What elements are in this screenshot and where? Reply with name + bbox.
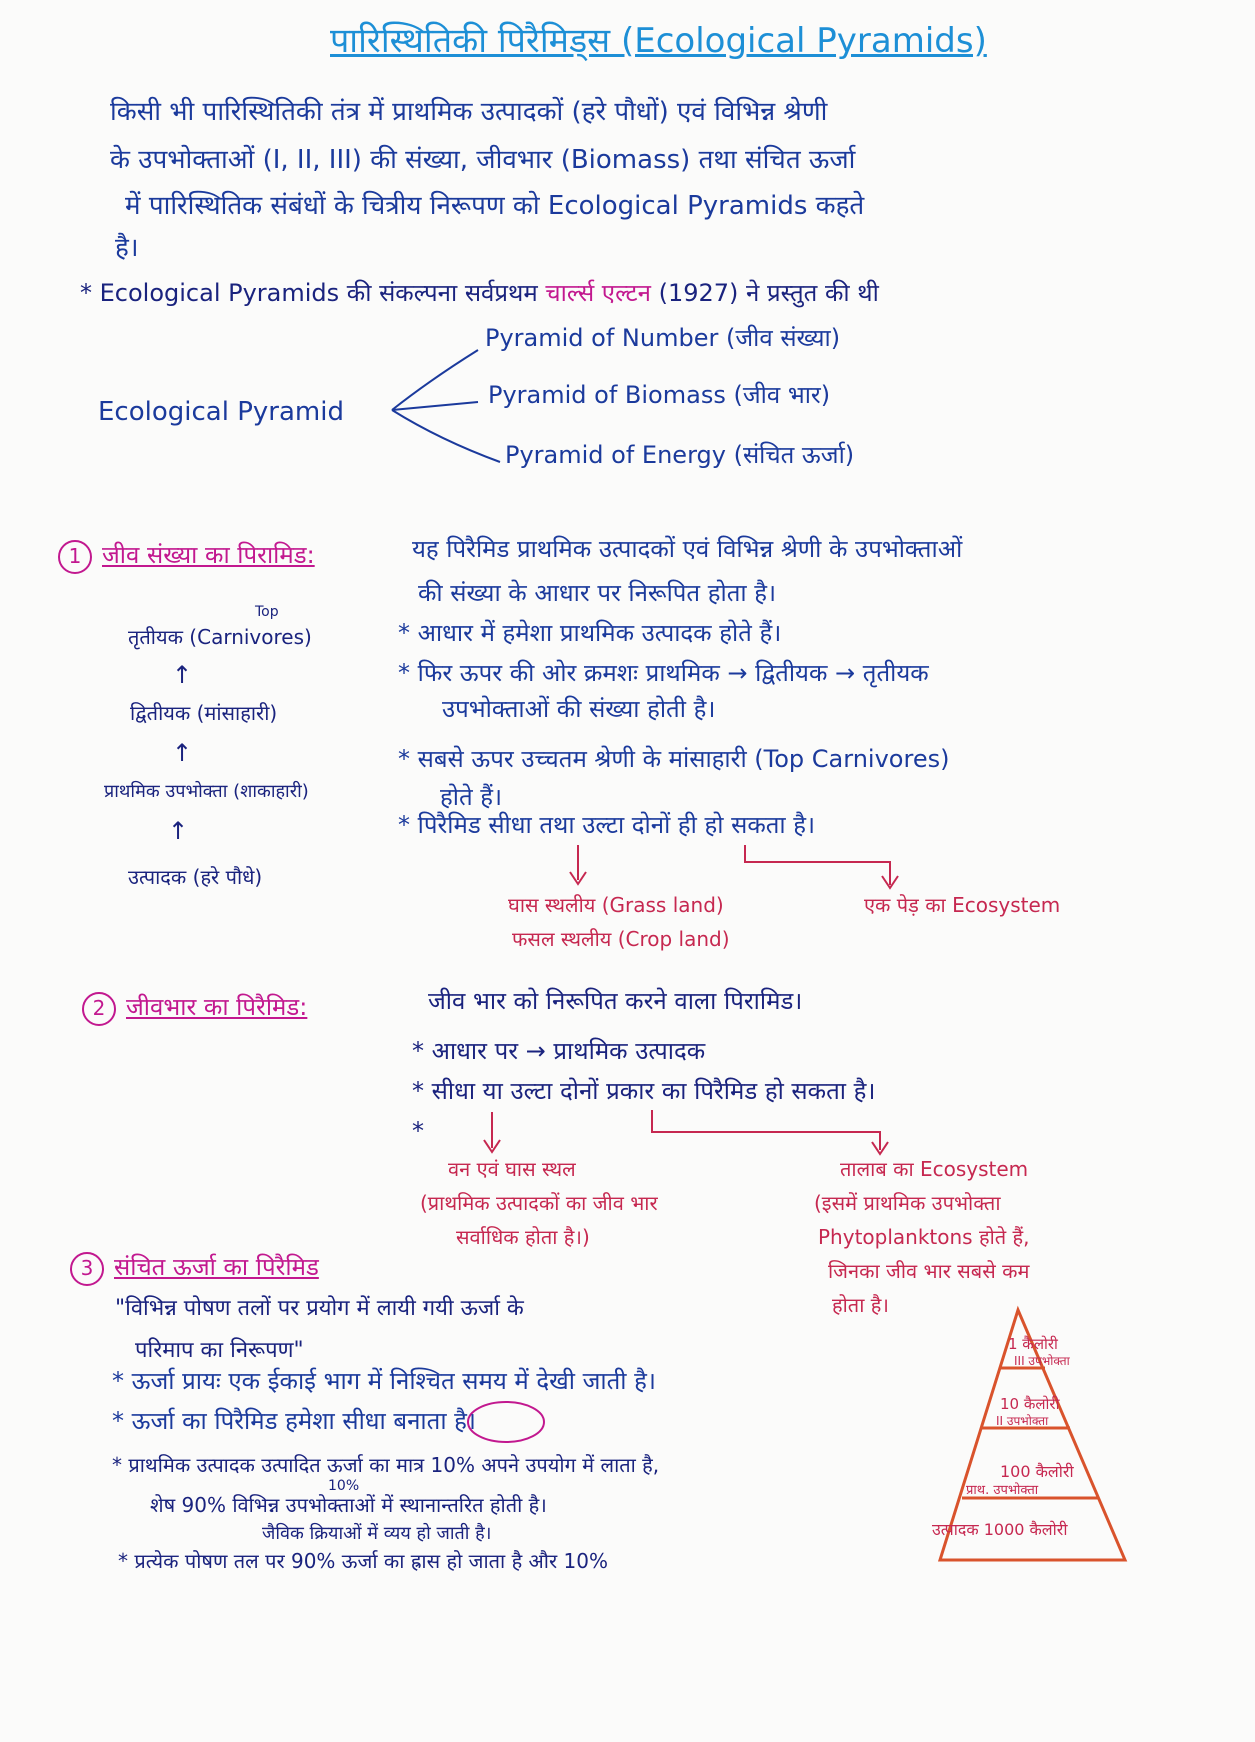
chain-arrow-2: ↑ xyxy=(172,739,193,767)
section3-point-2: * ऊर्जा का पिरैमिड हमेशा सीधा बनाता है। xyxy=(112,1407,477,1435)
tree-root: Ecological Pyramid xyxy=(98,397,344,427)
inverted-biomass-1: तालाब का Ecosystem xyxy=(840,1157,1029,1181)
note-10-percent: 10% xyxy=(328,1478,360,1494)
section2-heading xyxy=(82,992,307,1026)
section2-definition: जीव भार को निरूपित करने वाला पिरामिड। xyxy=(428,987,803,1015)
chain-tertiary: तृतीयक (Carnivores) xyxy=(128,625,312,649)
chain-arrow-1: ↑ xyxy=(172,661,193,689)
arrow-pond xyxy=(652,1110,880,1150)
top-note: Top xyxy=(255,604,279,620)
section3-point-4: * प्रत्येक पोषण तल पर 90% ऊर्जा का ह्रास हो जाता है और 10% xyxy=(118,1549,608,1573)
inverted-biomass-3: Phytoplanktons होते हैं, xyxy=(818,1225,1030,1249)
intro-line-2: के उपभोक्ताओं (I, II, III) की संख्या, जीवभार (Biomass) तथा संचित ऊर्जा xyxy=(110,145,856,175)
tree-branch-energy: Pyramid of Energy (संचित ऊर्जा) xyxy=(505,441,855,469)
inverted-example: एक पेड़ का Ecosystem xyxy=(864,893,1061,917)
section2-point-3: * xyxy=(412,1117,424,1145)
section3-quote-1: "विभिन्न पोषण तलों पर प्रयोग में लायी गयी ऊर्जा के xyxy=(115,1296,524,1321)
section3-point-3: * प्राथमिक उत्पादक उत्पादित ऊर्जा का मात्र 10% अपने उपयोग में लाता है, xyxy=(112,1453,660,1477)
section1-example-arrows xyxy=(570,845,898,888)
section3-point-1: * ऊर्जा प्रायः एक ईकाई भाग में निश्चित समय में देखी जाती है। xyxy=(112,1367,656,1395)
arrow-inverted xyxy=(745,845,890,885)
pyramid-level-4: उत्पादक 1000 कैलोरी xyxy=(932,1520,1068,1539)
tree-branch-biomass: Pyramid of Biomass (जीव भार) xyxy=(488,381,831,409)
section1-point-3b: होते हैं। xyxy=(440,783,503,811)
section3-quote-2: परिमाप का निरूपण" xyxy=(135,1338,304,1363)
inverted-biomass-4: जिनका जीव भार सबसे कम xyxy=(828,1259,1030,1283)
section2-example-arrows xyxy=(484,1110,888,1154)
section3-heading xyxy=(70,1252,319,1286)
chain-secondary: द्वितीयक (मांसाहारी) xyxy=(130,701,278,725)
upright-example-2: फसल स्थलीय (Crop land) xyxy=(512,927,730,951)
section1-title: जीव संख्या का पिरामिड: xyxy=(102,541,315,569)
section2-number: 2 xyxy=(82,992,116,1026)
pyramid-level-1 xyxy=(1008,1334,1058,1354)
section1-point-2: * फिर ऊपर की ओर क्रमशः प्राथमिक → द्वितीयक → तृतीयक xyxy=(398,659,929,687)
section1-def-1: यह पिरैमिड प्राथमिक उत्पादकों एवं विभिन्न श्रेणी के उपभोक्ताओं xyxy=(412,535,963,563)
inverted-biomass-5: होता है। xyxy=(832,1293,889,1317)
pyramid-level-1-value: 1 कैलोरी xyxy=(1008,1335,1058,1353)
section1-point-2b: उपभोक्ताओं की संख्या होती है। xyxy=(442,695,716,723)
chain-arrow-3: ↑ xyxy=(168,817,189,845)
section3-number: 3 xyxy=(70,1252,104,1286)
section1-heading xyxy=(58,540,315,574)
tree-branch-number: Pyramid of Number (जीव संख्या) xyxy=(485,324,841,352)
branch-line-biomass xyxy=(392,402,478,410)
section2-point-2: * सीधा या उल्टा दोनों प्रकार का पिरैमिड हो सकता है। xyxy=(412,1077,876,1105)
section3-point-3b: शेष 90% विभिन्न उपभोक्ताओं में स्थानान्तरित होती है। xyxy=(150,1493,547,1517)
chain-primary: प्राथमिक उपभोक्ता (शाकाहारी) xyxy=(104,781,309,802)
section1-point-1: * आधार में हमेशा प्राथमिक उत्पादक होते हैं। xyxy=(398,619,782,647)
highlight-circle xyxy=(468,1402,544,1442)
upright-example-1: घास स्थलीय (Grass land) xyxy=(508,893,724,917)
chain-producer: उत्पादक (हरे पौधे) xyxy=(128,865,263,889)
concept-suffix: (1927) ने प्रस्तुत की थी xyxy=(658,279,879,307)
upright-biomass-1: वन एवं घास स्थल xyxy=(448,1157,576,1181)
pyramid-level-3: 100 कैलोरी xyxy=(1000,1462,1074,1481)
upright-biomass-2: (प्राथमिक उत्पादकों का जीव भार xyxy=(420,1191,658,1215)
branch-line-number xyxy=(392,350,478,410)
pyramid-level-1-sub: III उपभोक्ता xyxy=(1014,1354,1070,1368)
section2-title: जीवभार का पिरैमिड: xyxy=(126,993,308,1021)
upright-biomass-3: सर्वाधिक होता है।) xyxy=(456,1225,590,1249)
page-title: पारिस्थितिकी पिरैमिड्स (Ecological Pyramids) xyxy=(330,21,987,61)
section1-point-4: * पिरैमिड सीधा तथा उल्टा दोनों ही हो सकता है। xyxy=(398,811,816,839)
section2-point-1: * आधार पर → प्राथमिक उत्पादक xyxy=(412,1037,706,1065)
section1-point-3: * सबसे ऊपर उच्चतम श्रेणी के मांसाहारी (Top Carnivores) xyxy=(398,745,950,773)
tree-branches xyxy=(392,350,500,462)
branch-line-energy xyxy=(392,410,500,462)
inverted-biomass-2: (इसमें प्राथमिक उपभोक्ता xyxy=(814,1191,1001,1215)
section3-title: संचित ऊर्जा का पिरैमिड xyxy=(114,1253,319,1281)
pyramid-level-2-sub: II उपभोक्ता xyxy=(996,1414,1049,1428)
section1-def-2: की संख्या के आधार पर निरूपित होता है। xyxy=(418,579,777,607)
pyramid-level-3-sub: प्राथ. उपभोक्ता xyxy=(966,1483,1039,1498)
concept-prefix: * Ecological Pyramids की संकल्पना सर्वप्रथम xyxy=(80,279,538,307)
intro-line-4: है। xyxy=(115,233,139,263)
intro-line-3: में पारिस्थितिक संबंधों के चित्रीय निरूपण को Ecological Pyramids कहते xyxy=(125,191,865,221)
section1-number: 1 xyxy=(58,540,92,574)
pyramid-level-2: 10 कैलोरी xyxy=(1000,1395,1060,1413)
section3-point-3c: जैविक क्रियाओं में व्यय हो जाती है। xyxy=(262,1523,492,1544)
intro-line-1: किसी भी पारिस्थितिकी तंत्र में प्राथमिक उत्पादकों (हरे पौधों) एवं विभिन्न श्रेणी xyxy=(110,97,828,127)
charles-elton: चार्ल्स एल्टन xyxy=(545,279,651,307)
